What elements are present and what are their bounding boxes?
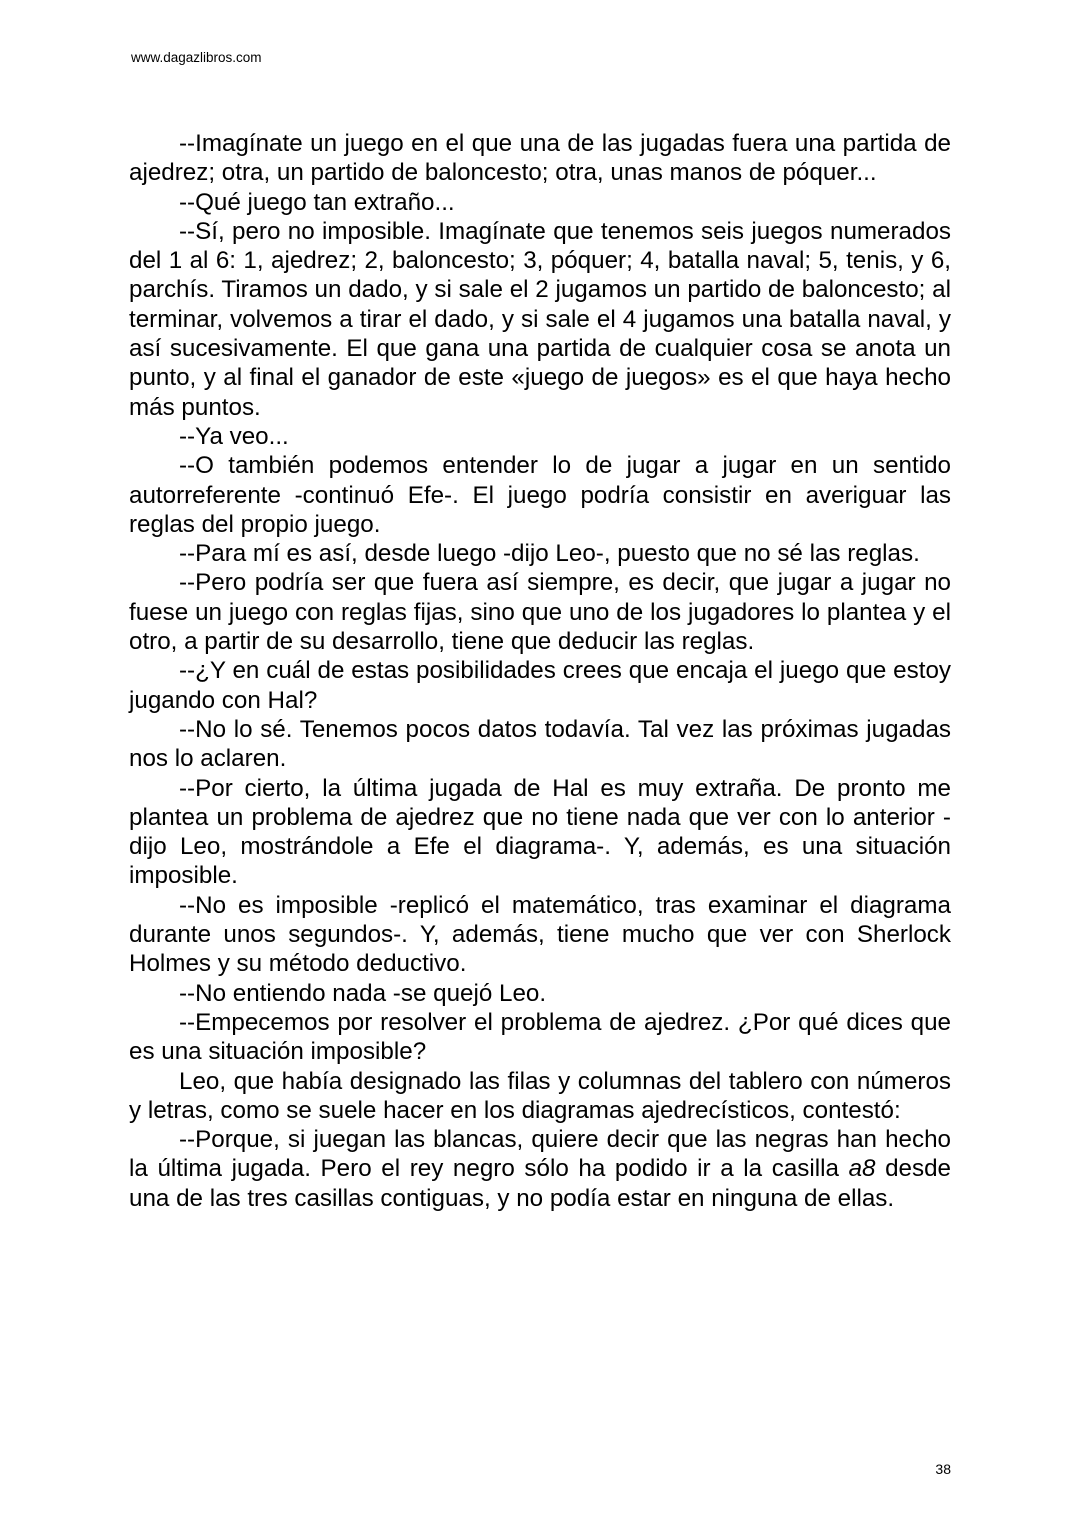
- page-number: 38: [935, 1461, 951, 1477]
- paragraph: Leo, que había designado las filas y columnas del tablero con números y letras, como se suele hacer en los diagramas ajedrecísticos, contestó:: [129, 1067, 951, 1124]
- paragraph: --No es imposible -replicó el matemático, tras examinar el diagrama durante unos segundos-. Y, además, tiene mucho que ver con Sherlock Holmes y su método deductivo.: [129, 891, 951, 978]
- paragraph: --Sí, pero no imposible. Imagínate que tenemos seis juegos numerados del 1 al 6: 1, ajedrez; 2, baloncesto; 3, póquer; 4, batalla naval; 5, tenis, y 6, parchís. Tiramos un dado, y si sale el 2 jugamos un partido de baloncesto; al terminar, volvemos a tirar el dado, y si sale el 4 jugamos una batalla naval, y así sucesivamente. El que gana una partida de cualquier cosa se anota un punto, y al final el ganador de este «juego de juegos» es el que haya hecho más puntos.: [129, 217, 951, 421]
- paragraph: --Empecemos por resolver el problema de ajedrez. ¿Por qué dices que es una situación imposible?: [129, 1008, 951, 1066]
- paragraph: --Pero podría ser que fuera así siempre, es decir, que jugar a jugar no fuese un juego con reglas fijas, sino que uno de los jugadores lo plantea y el otro, a partir de su desarrollo, tiene que deducir las reglas.: [129, 569, 951, 656]
- paragraph: --Imagínate un juego en el que una de las jugadas fuera una partida de ajedrez; otra, un partido de baloncesto; otra, unas manos de póquer...: [129, 130, 951, 187]
- paragraph-text-before: --Porque, si juegan las blancas, quiere decir que las negras han hecho la última jugada. Pero el rey negro sólo ha podido ir a la casilla: [129, 1126, 951, 1183]
- paragraph-last: [129, 1125, 951, 1213]
- paragraph: --Por cierto, la última jugada de Hal es muy extraña. De pronto me plantea un problema de ajedrez que no tiene nada que ver con lo anterior -dijo Leo, mostrándole a Efe el diagrama-. Y, además, es una situación imposible.: [129, 774, 951, 890]
- paragraph-text-after: desde una de las tres casillas contiguas, y no podía estar en ninguna de ellas.: [129, 1155, 951, 1212]
- header-url: www.dagazlibros.com: [131, 50, 262, 65]
- paragraph: --¿Y en cuál de estas posibilidades crees que encaja el juego que estoy jugando con Hal?: [129, 657, 951, 714]
- paragraph: --No entiendo nada -se quejó Leo.: [179, 979, 547, 1007]
- paragraph: --No lo sé. Tenemos pocos datos todavía. Tal vez las próximas jugadas nos lo aclaren.: [129, 715, 951, 773]
- square-label: a8: [848, 1155, 876, 1183]
- paragraph: --Para mí es así, desde luego -dijo Leo-, puesto que no sé las reglas.: [179, 540, 920, 568]
- body-text: [129, 129, 951, 1213]
- paragraph: --O también podemos entender lo de jugar a jugar en un sentido autorreferente -continuó Efe-. El juego podría consistir en averiguar las reglas del propio juego.: [129, 452, 951, 538]
- paragraph: --Ya veo...: [179, 422, 289, 450]
- paragraph: --Qué juego tan extraño...: [179, 188, 455, 216]
